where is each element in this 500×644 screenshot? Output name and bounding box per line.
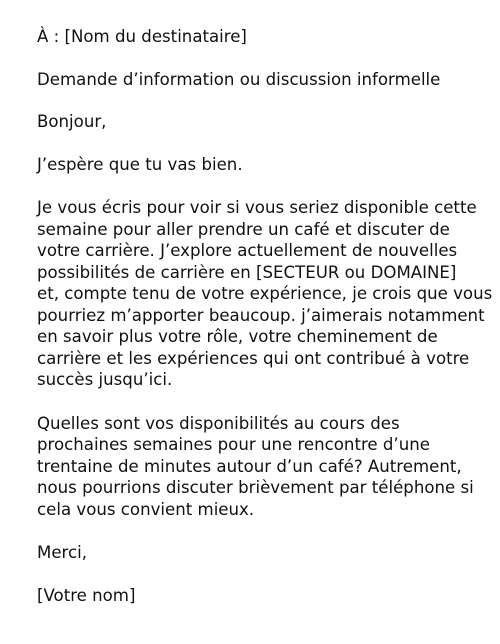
paragraph-line: en savoir plus votre rôle, votre cheminement de <box>37 327 438 346</box>
recipient-line: À : [Nom du destinataire] <box>37 27 247 46</box>
paragraph-line: votre carrière. J’explore actuellement de nouvelles <box>37 241 458 260</box>
greeting: Bonjour, <box>37 112 107 131</box>
paragraph-line: et, compte tenu de votre expérience, je crois que vous <box>37 284 493 303</box>
paragraph-line: pourriez m’apporter beaucoup. j’aimerais notamment <box>37 305 485 325</box>
paragraph-line: semaine pour aller prendre un café et discuter de <box>37 219 450 239</box>
body-paragraph-2 <box>37 413 474 521</box>
letter-document <box>37 26 493 606</box>
closing: Merci, <box>37 543 87 562</box>
well-wishes: J’espère que tu vas bien. <box>37 154 243 174</box>
paragraph-line: cela vous convient mieux. <box>37 499 255 519</box>
paragraph-line: nous pourrions discuter brièvement par téléphone si <box>37 478 474 497</box>
paragraph-line: prochaines semaines pour une rencontre d’une <box>37 435 430 454</box>
body-paragraph-1 <box>37 197 493 391</box>
paragraph-line: carrière et les expériences qui ont contribué à votre <box>37 348 470 368</box>
paragraph-line: possibilités de carrière en [SECTEUR ou DOMAINE] <box>37 262 457 282</box>
subject-line: Demande d’information ou discussion informelle <box>37 69 441 89</box>
paragraph-line: Quelles sont vos disponibilités au cours des <box>37 413 400 433</box>
paragraph-line: succès jusqu’ici. <box>37 370 173 389</box>
paragraph-line: trentaine de minutes autour d’un café? Autrement, <box>37 456 462 476</box>
signature: [Votre nom] <box>37 585 136 605</box>
paragraph-line: Je vous écris pour voir si vous seriez disponible cette <box>37 198 477 217</box>
